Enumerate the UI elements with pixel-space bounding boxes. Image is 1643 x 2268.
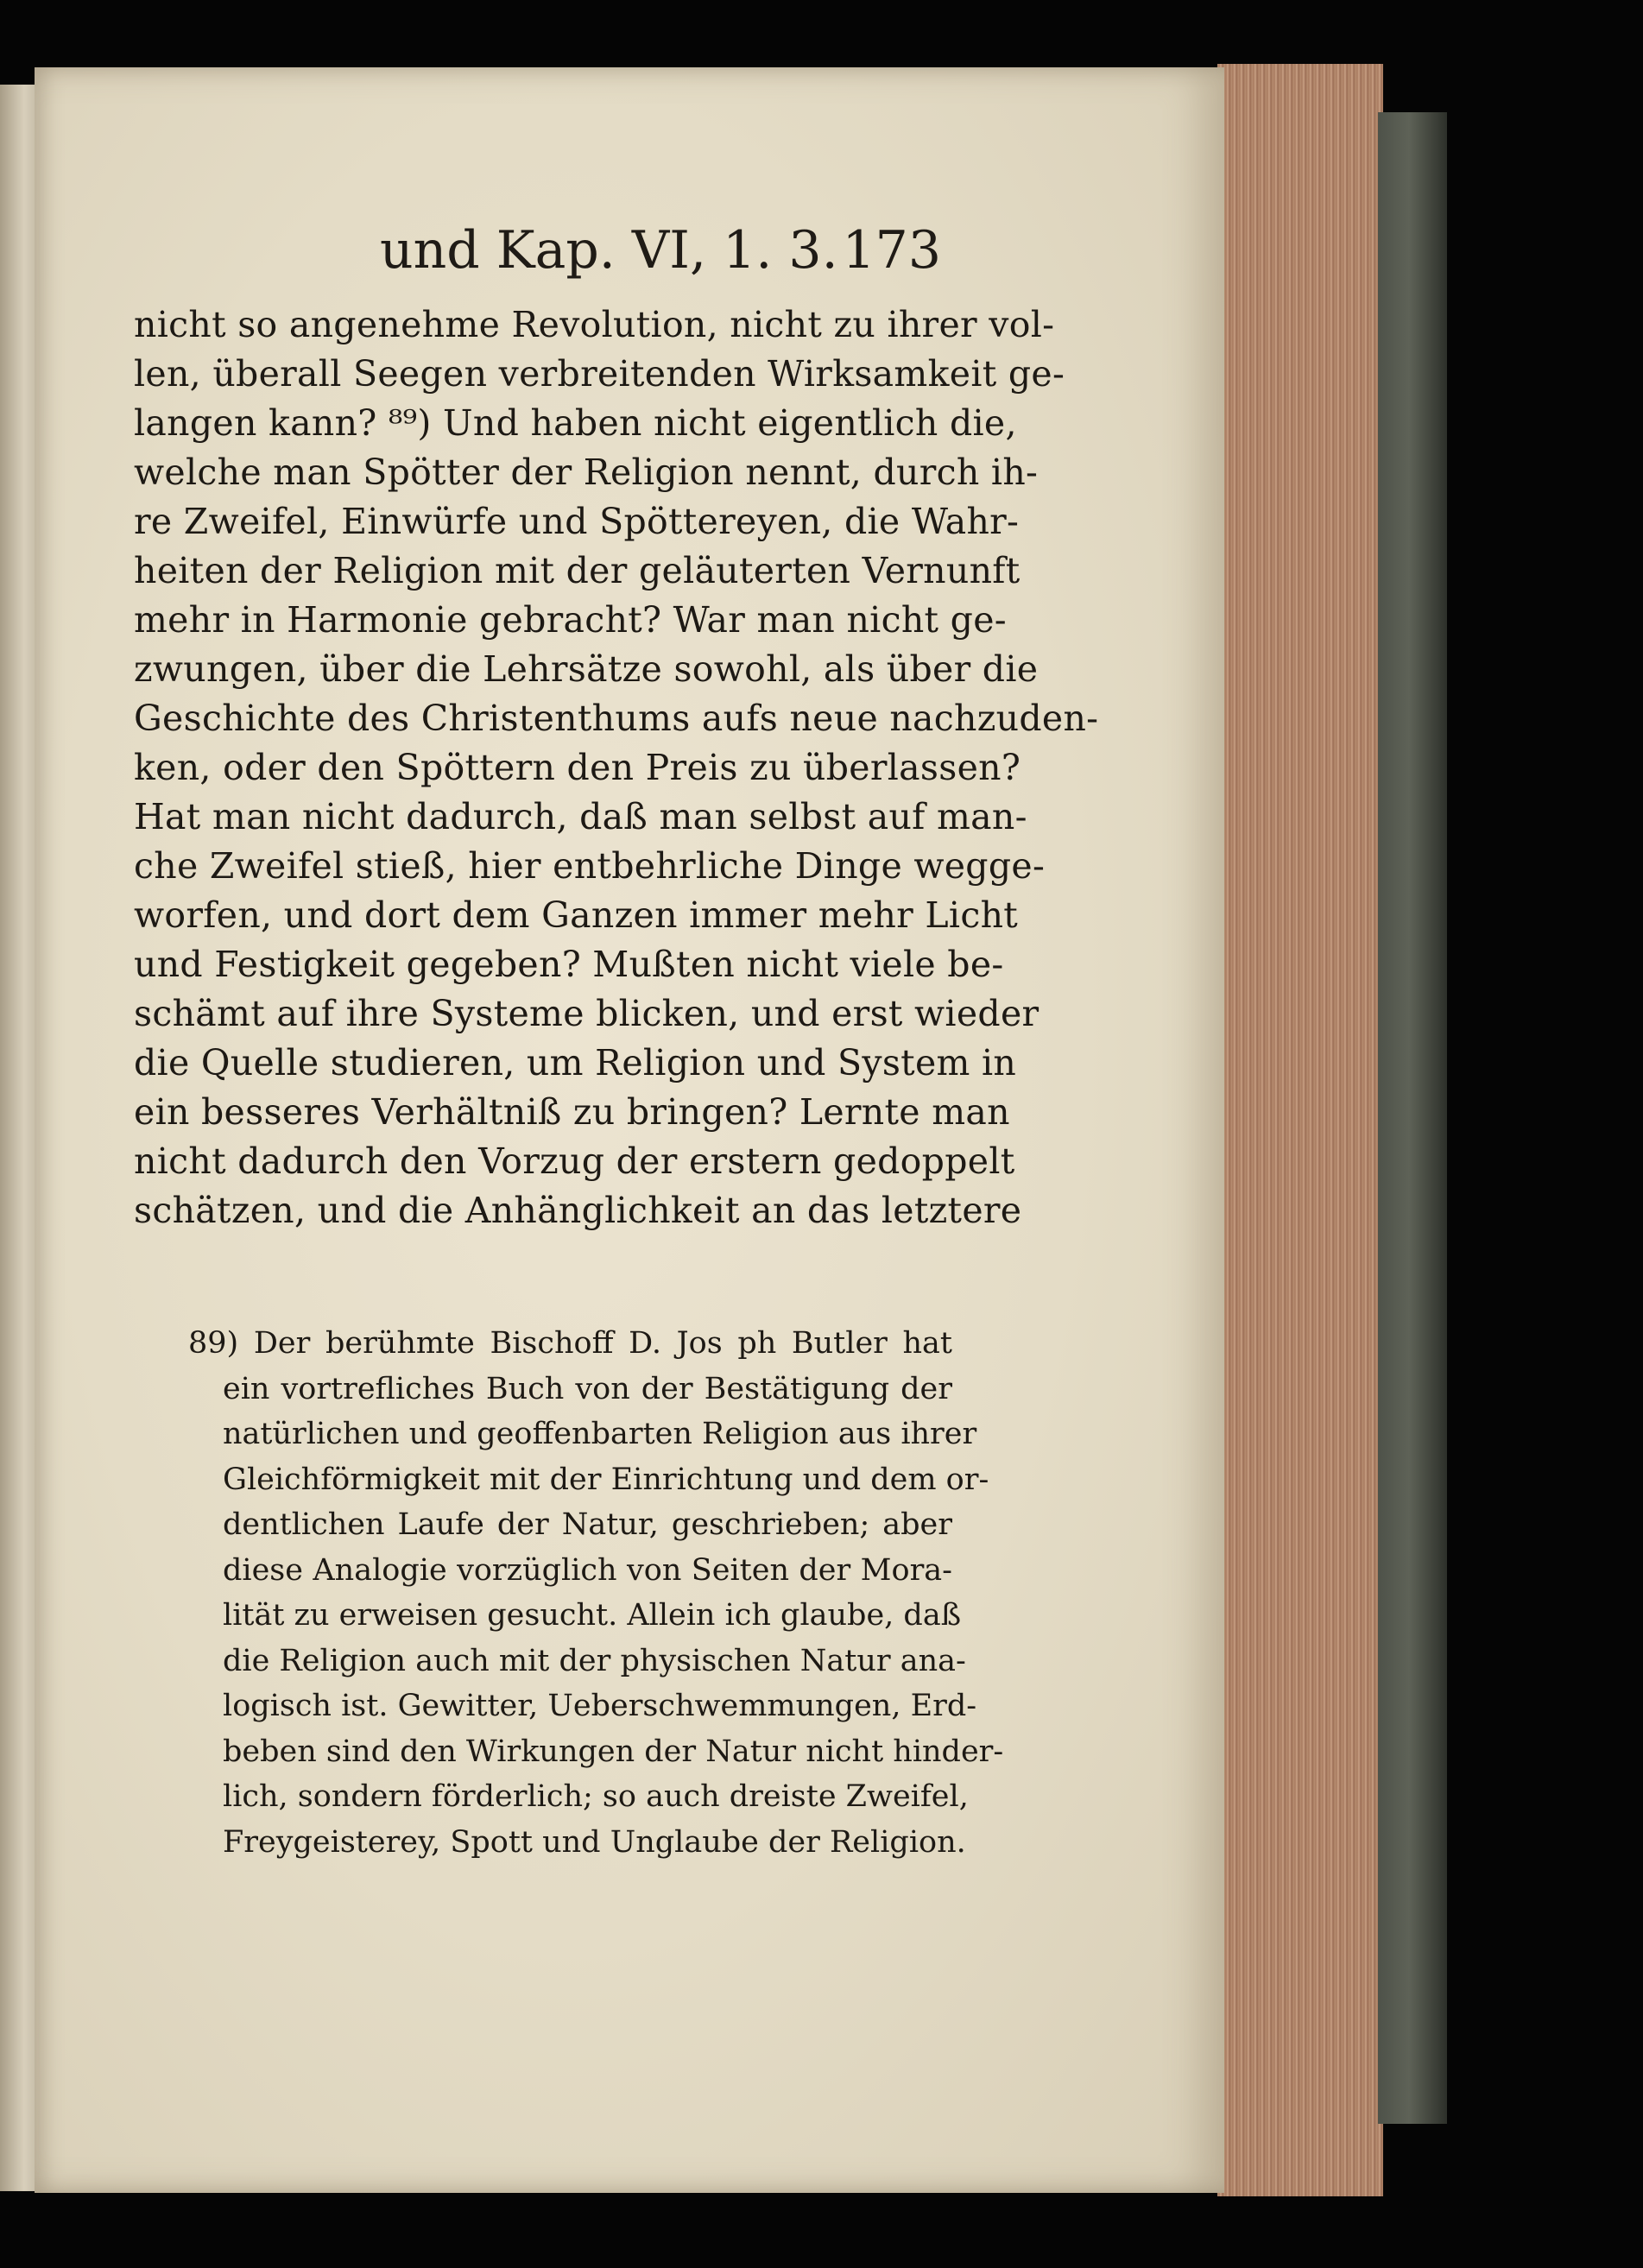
running-title: und Kap. VI, 1. 3. <box>380 220 838 281</box>
text-line: ein besseres Verhältniß zu bringen? Lernte man <box>134 1091 1010 1133</box>
text-line: che Zweifel stieß, hier entbehrliche Dinge wegge- <box>134 845 1046 887</box>
text-line: schätzen, und die Anhänglichkeit an das letztere <box>134 1190 1022 1231</box>
text-line: nicht dadurch den Vorzug der erstern gedoppelt <box>134 1140 1015 1182</box>
page-header <box>380 216 941 285</box>
page-number: 173 <box>842 220 941 281</box>
footnote-line: lich, sondern förderlich; so auch dreiste Zweifel, <box>223 1779 969 1814</box>
text-line: Hat man nicht dadurch, daß man selbst auf man- <box>134 796 1027 837</box>
footnote-line: logisch ist. Gewitter, Ueberschwemmungen, Erd- <box>223 1689 977 1723</box>
footnote-line: lität zu erweisen gesucht. Allein ich glaube, daß <box>223 1598 962 1633</box>
text-line: ken, oder den Spöttern den Preis zu überlassen? <box>134 747 1021 788</box>
footnote-line: Gleichförmigkeit mit der Einrichtung und dem or- <box>223 1462 989 1497</box>
footnote-line: 89) Der berühmte Bischoff D. Jos ph Butler hat <box>188 1326 952 1361</box>
text-line: worfen, und dort dem Ganzen immer mehr Licht <box>134 894 1019 936</box>
footnote-block <box>188 1321 1004 1865</box>
facing-page-edge <box>0 85 35 2191</box>
text-line: re Zweifel, Einwürfe und Spöttereyen, die Wahr- <box>134 501 1020 542</box>
footnote-line: Freygeisterey, Spott und Unglaube der Religion. <box>223 1824 966 1860</box>
footnote-line: natürlichen und geoffenbarten Religion aus ihrer <box>223 1417 977 1451</box>
text-line: schämt auf ihre Systeme blicken, und erst wieder <box>134 993 1040 1034</box>
text-line: mehr in Harmonie gebracht? War man nicht ge- <box>134 599 1007 641</box>
book-cover-edge <box>1378 112 1447 2124</box>
footnote-line: diese Analogie vorzüglich von Seiten der Mora- <box>223 1552 952 1588</box>
text-line: langen kann? ⁸⁹) Und haben nicht eigentlich die, <box>134 402 1017 444</box>
text-line: welche man Spötter der Religion nennt, durch ih- <box>134 452 1039 493</box>
footnote-line: beben sind den Wirkungen der Natur nicht hinder- <box>223 1734 1004 1769</box>
main-text-block <box>134 300 1099 1235</box>
text-line: und Festigkeit gegeben? Mußten nicht viele be- <box>134 944 1004 985</box>
footnote-line: ein vortrefliches Buch von der Bestätigung der <box>223 1371 952 1406</box>
footnote-line: dentlichen Laufe der Natur, geschrieben; aber <box>223 1507 952 1542</box>
text-line: die Quelle studieren, um Religion und System in <box>134 1042 1017 1083</box>
text-line: len, überall Seegen verbreitenden Wirksamkeit ge- <box>134 353 1065 395</box>
text-line: heiten der Religion mit der geläuterten Vernunft <box>134 550 1021 591</box>
book-page-edges <box>1217 64 1383 2196</box>
text-line: nicht so angenehme Revolution, nicht zu ihrer vol- <box>134 304 1055 345</box>
text-line: Geschichte des Christenthums aufs neue nachzuden- <box>134 698 1099 739</box>
text-line: zwungen, über die Lehrsätze sowohl, als über die <box>134 648 1039 690</box>
footnote-line: die Religion auch mit der physischen Natur ana- <box>223 1643 966 1678</box>
